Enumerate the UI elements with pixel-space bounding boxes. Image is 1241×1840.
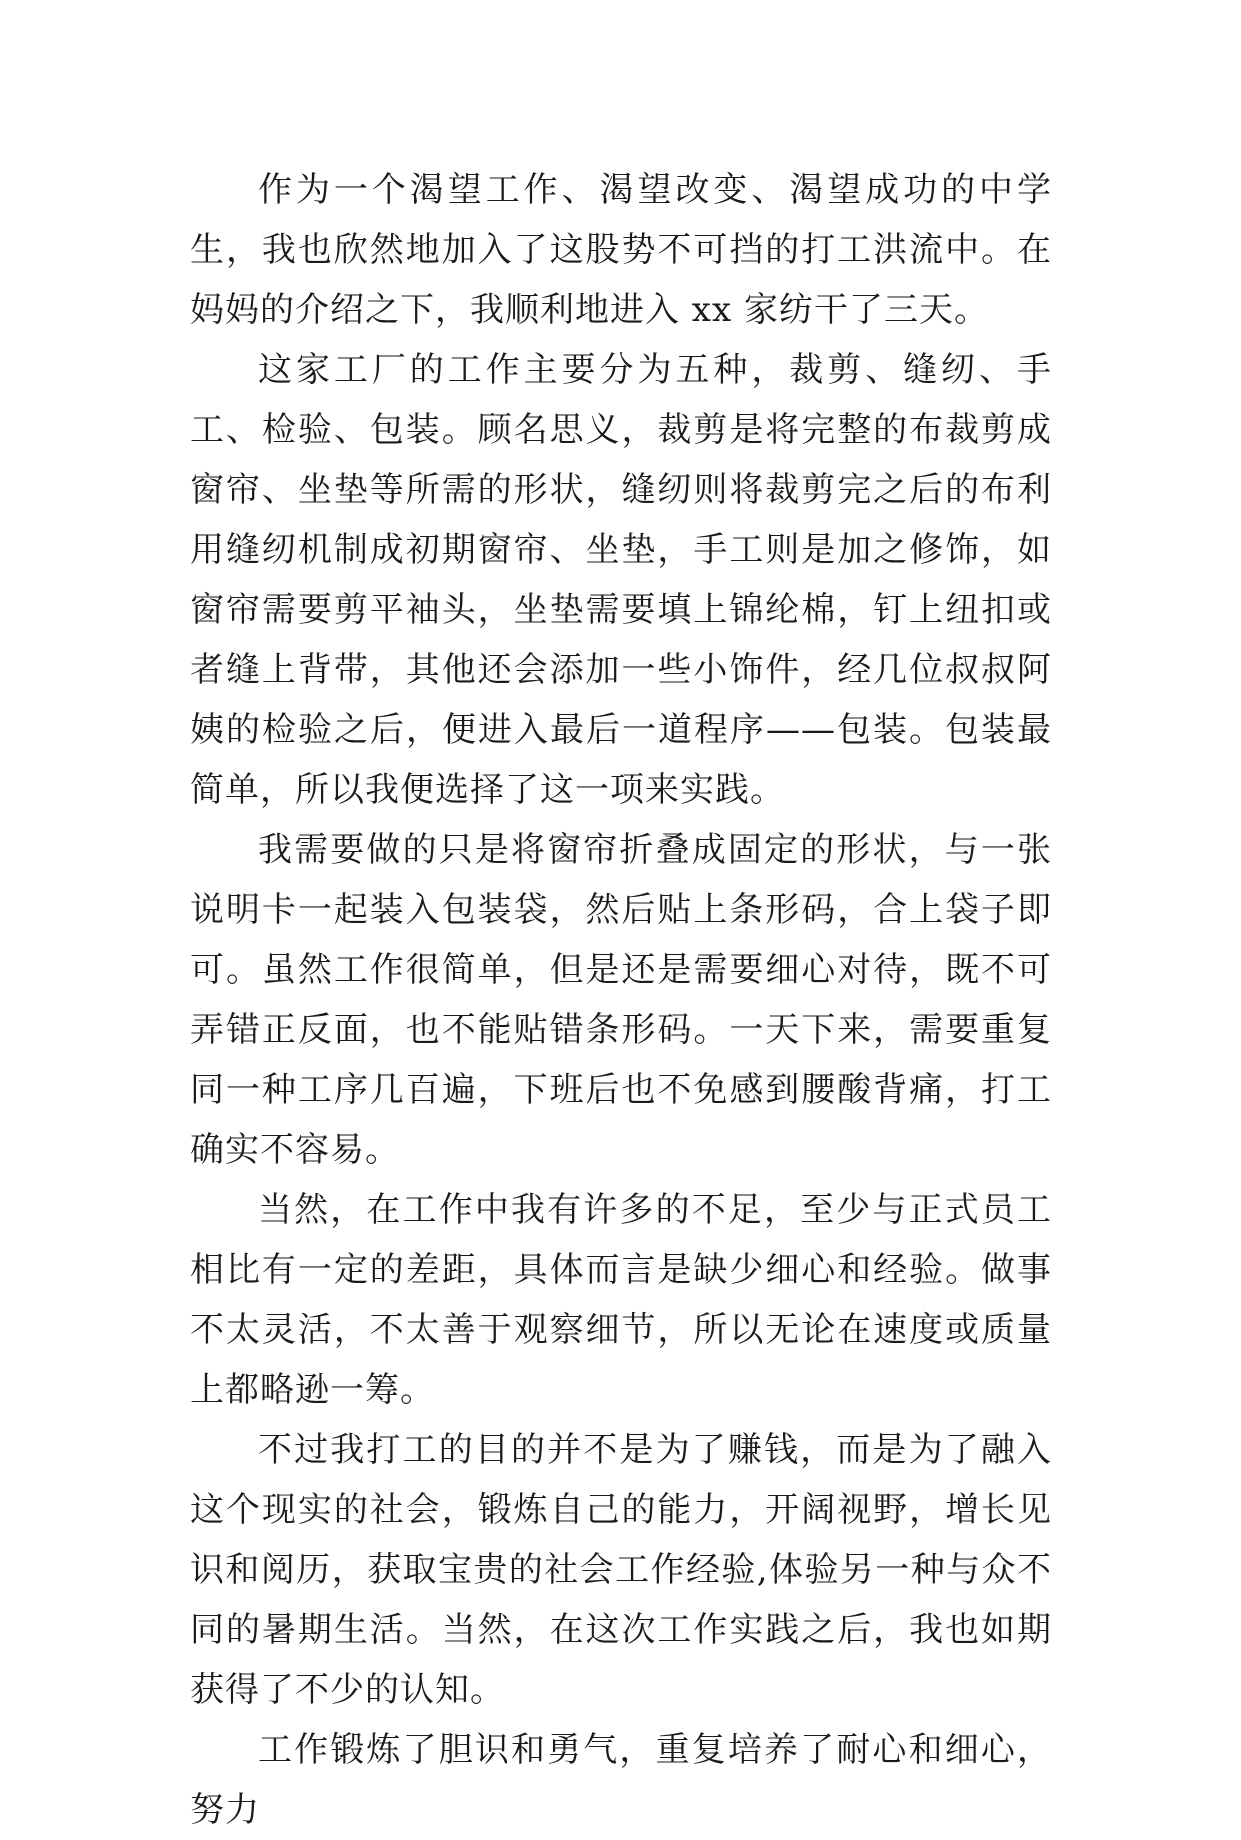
paragraph-intro [190,160,1052,340]
paragraph-text: 这家工厂的工作主要分为五种，裁剪、缝纫、手工、检验、包装。顾名思义，裁剪是将完整的布裁剪成窗帘、坐垫等所需的形状，缝纫则将裁剪完之后的布利用缝纫机制成初期窗帘、坐垫，手工则是加之修饰，如窗帘需要剪平袖头，坐垫需要填上锦纶棉，钉上纽扣或者缝上背带，其他还会添加一些小饰件，经几位叔叔阿姨的检验之后，便进入最后一道程序——包装。包装最简单，所以我便选择了这一项来实践。 [190,350,1052,810]
document-body [190,160,1052,1840]
paragraph-text: 不过我打工的目的并不是为了赚钱，而是为了融入这个现实的社会，锻炼自己的能力，开阔视野，增长见识和阅历，获取宝贵的社会工作经验,体验另一种与众不同的暑期生活。当然，在这次工作实践之后，我也如期获得了不少的认知。 [190,1430,1052,1710]
paragraph-gains [190,1720,1052,1840]
paragraph-packaging-task [190,820,1052,1180]
paragraph-factory-work [190,340,1052,820]
paragraph-text: 工作锻炼了胆识和勇气，重复培养了耐心和细心，努力 [190,1730,1052,1830]
paragraph-purpose [190,1420,1052,1720]
paragraph-text: 我需要做的只是将窗帘折叠成固定的形状，与一张说明卡一起装入包装袋，然后贴上条形码，合上袋子即可。虽然工作很简单，但是还是需要细心对待，既不可弄错正反面，也不能贴错条形码。一天下来，需要重复同一种工序几百遍，下班后也不免感到腰酸背痛，打工确实不容易。 [190,830,1052,1170]
paragraph-shortcomings [190,1180,1052,1420]
paragraph-text: 当然，在工作中我有许多的不足，至少与正式员工相比有一定的差距，具体而言是缺少细心和经验。做事不太灵活，不太善于观察细节，所以无论在速度或质量上都略逊一筹。 [190,1190,1052,1410]
paragraph-text: 作为一个渴望工作、渴望改变、渴望成功的中学生，我也欣然地加入了这股势不可挡的打工洪流中。在妈妈的介绍之下，我顺利地进入 xx 家纺干了三天。 [190,170,1052,330]
